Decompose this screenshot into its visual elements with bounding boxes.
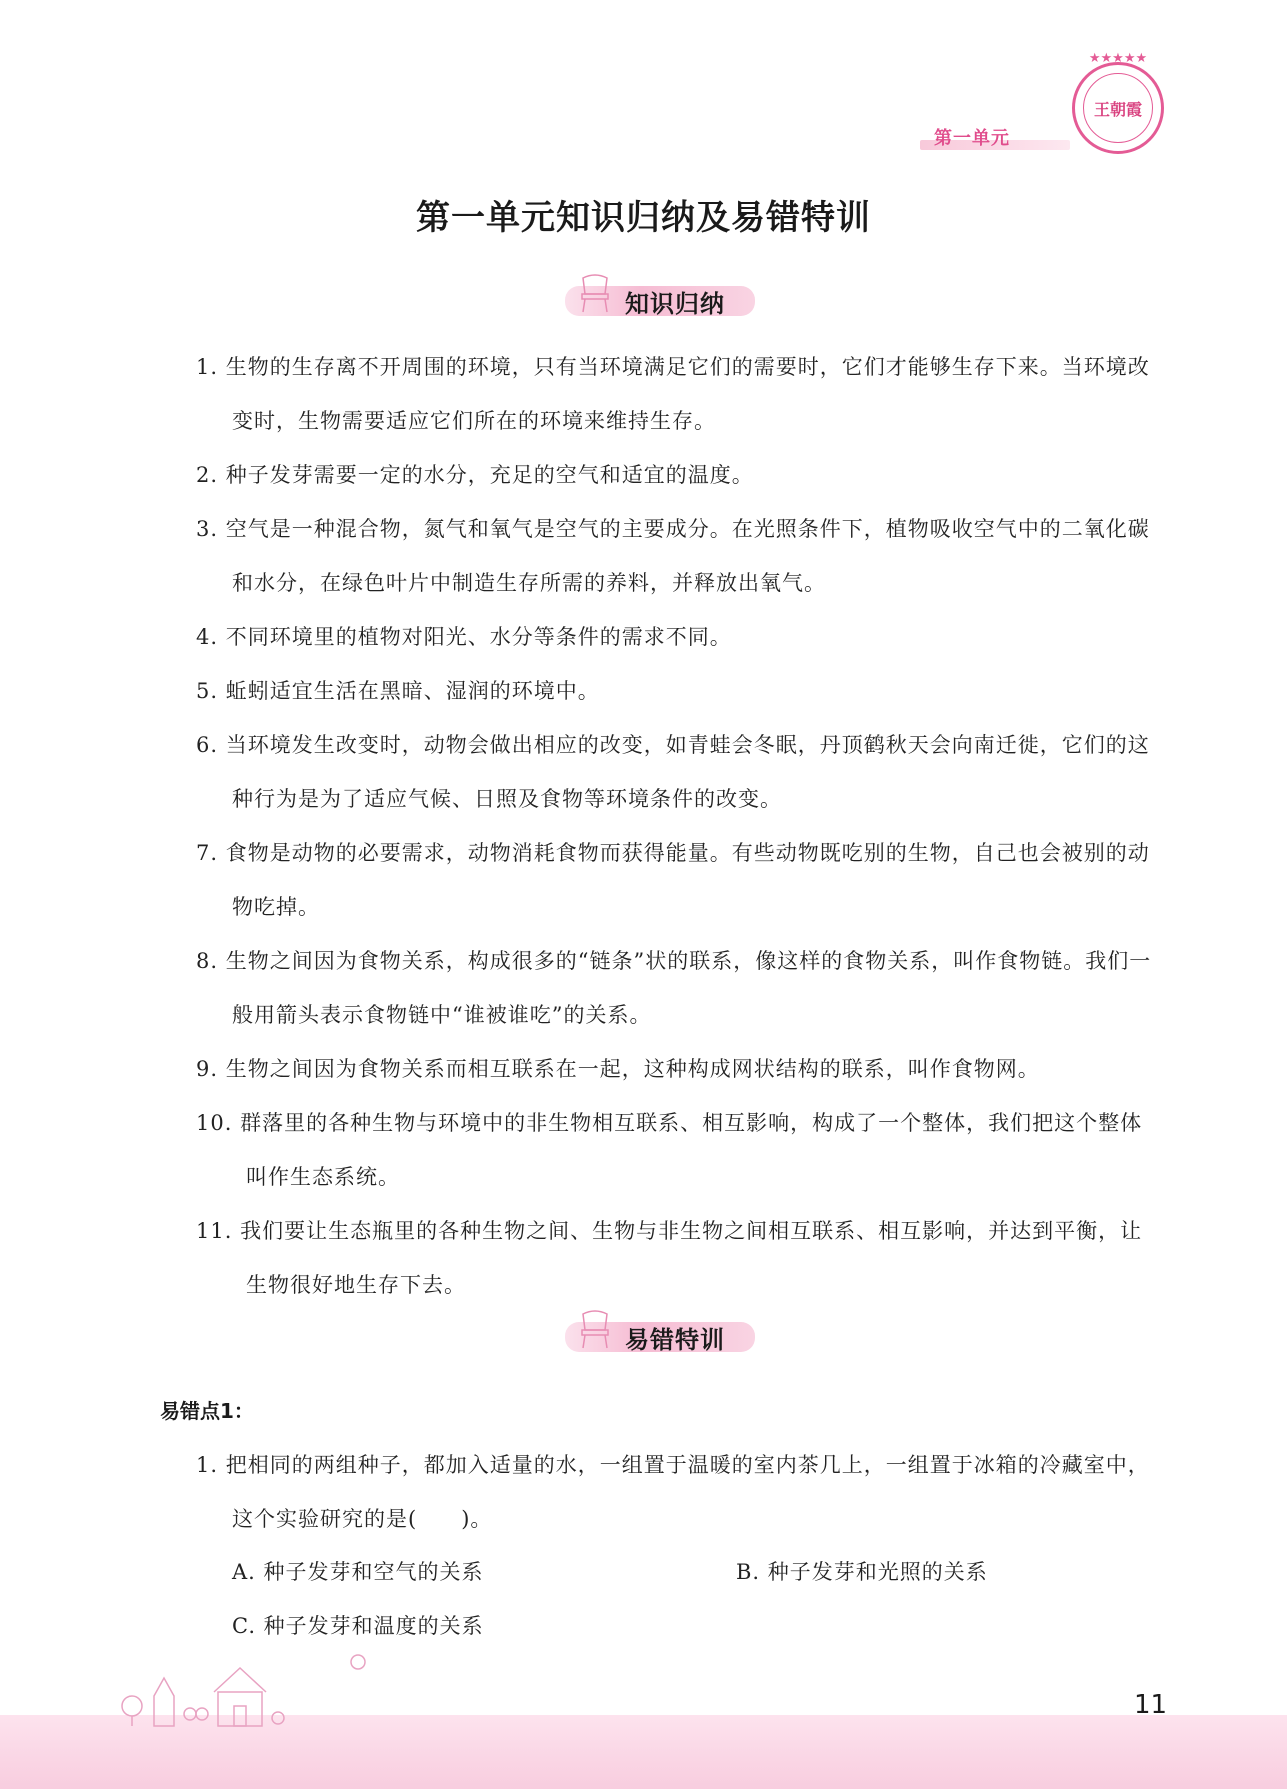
- page-title: 第一单元知识归纳及易错特训: [416, 198, 871, 238]
- option-c: C. 种子发芽和温度的关系: [232, 1614, 484, 1638]
- castle-trees-decoration-icon: [118, 1648, 378, 1728]
- seal-stars: ★★★★★: [1088, 51, 1148, 66]
- error-point-label: 易错点1：: [160, 1399, 254, 1423]
- seal-brand-text: 王朝霞: [1093, 100, 1142, 119]
- list-item: 10. 群落里的各种生物与环境中的非生物相互联系、相互影响，构成了一个整体，我们把这个整体叫作生态系统。: [196, 1111, 1143, 1189]
- unit-tag-label: 第一单元: [934, 128, 1010, 149]
- list-item: 4. 不同环境里的植物对阳光、水分等条件的需求不同。: [196, 625, 732, 649]
- brand-seal-logo: [1072, 51, 1164, 154]
- section-heading-knowledge-text: 知识归纳: [625, 290, 725, 318]
- option-b: B. 种子发芽和光照的关系: [736, 1560, 988, 1584]
- knowledge-list: [196, 340, 1156, 1312]
- list-item: 8. 生物之间因为食物关系，构成很多的“链条”状的联系，像这样的食物关系，叫作食物链。我们一般用箭头表示食物链中“谁被谁吃”的关系。: [196, 949, 1152, 1027]
- page-number: 11: [1134, 1690, 1168, 1720]
- list-item: 3. 空气是一种混合物，氮气和氧气是空气的主要成分。在光照条件下，植物吸收空气中的二氧化碳和水分，在绿色叶片中制造生存所需的养料，并释放出氧气。: [196, 517, 1150, 595]
- list-item: 1. 生物的生存离不开周围的环境，只有当环境满足它们的需要时，它们才能够生存下来。当环境改变时，生物需要适应它们所在的环境来维持生存。: [196, 355, 1150, 433]
- question-text: 1. 把相同的两组种子，都加入适量的水，一组置于温暖的室内茶几上，一组置于冰箱的冷藏室中，这个实验研究的是( )。: [196, 1453, 1150, 1531]
- section-heading-errors-text: 易错特训: [625, 1326, 725, 1354]
- chair-icon: [577, 1310, 613, 1350]
- option-a: A. 种子发芽和空气的关系: [232, 1560, 484, 1584]
- section-heading-knowledge: [565, 274, 755, 318]
- list-item: 6. 当环境发生改变时，动物会做出相应的改变，如青蛙会冬眠，丹顶鹤秋天会向南迁徙，它们的这种行为是为了适应气候、日照及食物等环境条件的改变。: [196, 733, 1150, 811]
- section-heading-errors: [565, 1310, 755, 1354]
- list-item: 5. 蚯蚓适宜生活在黑暗、湿润的环境中。: [196, 679, 600, 703]
- list-item: 9. 生物之间因为食物关系而相互联系在一起，这种构成网状结构的联系，叫作食物网。: [196, 1057, 1040, 1081]
- list-item: 7. 食物是动物的必要需求，动物消耗食物而获得能量。有些动物既吃别的生物，自己也会被别的动物吃掉。: [196, 841, 1150, 919]
- unit-tag: [920, 120, 1070, 152]
- list-item: 2. 种子发芽需要一定的水分，充足的空气和适宜的温度。: [196, 463, 754, 487]
- chair-icon: [577, 274, 613, 314]
- list-item: 11. 我们要让生态瓶里的各种生物之间、生物与非生物之间相互联系、相互影响，并达到平衡，让生物很好地生存下去。: [196, 1219, 1143, 1297]
